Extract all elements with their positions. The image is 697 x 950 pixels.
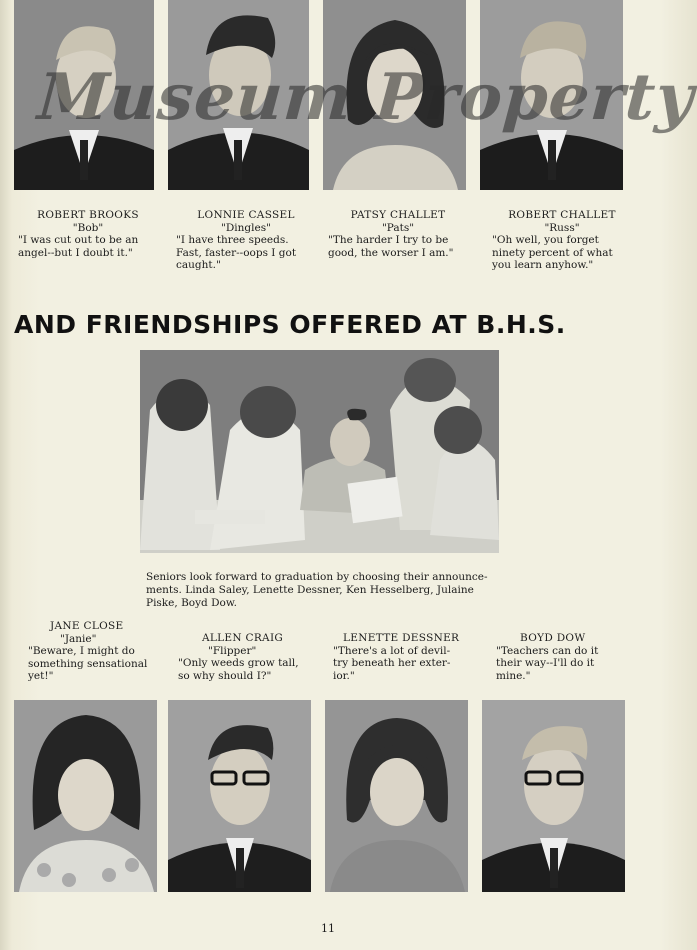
group-photo (140, 350, 499, 553)
caption-robert-challet (492, 209, 632, 272)
student-quote-line: mine." (496, 669, 531, 682)
student-quote-line: you learn anyhow." (492, 259, 594, 271)
student-quote-line: caught." (176, 259, 221, 271)
portrait-jane-close (14, 700, 157, 892)
student-nickname: "Pats" (381, 221, 415, 234)
student-quote-line: "I have three speeds. (176, 234, 289, 246)
student-quote-line: ior." (333, 669, 355, 682)
student-name: LENETTE DESSNER (343, 632, 460, 644)
group-photo-image (140, 350, 499, 553)
watermark: Museum Property (35, 60, 697, 135)
student-name: JANE CLOSE (50, 620, 124, 632)
student-quote-line: "Beware, I might do (28, 645, 135, 657)
portrait-lenette-dessner (325, 700, 468, 892)
student-quote-line: angel--but I doubt it." (18, 246, 133, 259)
caption-patsy-challet (328, 209, 468, 259)
student-quote-line: yet!" (28, 670, 54, 682)
student-name: ROBERT BROOKS (37, 209, 139, 221)
student-nickname: "Bob" (72, 221, 104, 234)
portrait-boyd-dow (482, 700, 625, 892)
student-name: PATSY CHALLET (350, 209, 446, 221)
student-quote-line: so why should I?" (178, 669, 272, 682)
page-number: 11 (321, 922, 335, 935)
student-quote-line: "There's a lot of devil- (333, 644, 451, 657)
student-nickname: "Russ" (544, 221, 580, 234)
student-quote-line: "I was cut out to be an (18, 234, 139, 246)
student-name: BOYD DOW (520, 632, 586, 644)
portrait-boyd-dow-image (482, 700, 625, 892)
section-headline: AND FRIENDSHIPS OFFERED AT B.H.S. (14, 310, 566, 339)
student-quote-line: "Oh well, you forget (492, 234, 599, 246)
caption-robert-brooks (18, 209, 158, 259)
student-nickname: "Flipper" (208, 644, 257, 657)
student-name: LONNIE CASSEL (197, 209, 295, 221)
caption-boyd-dow (496, 632, 636, 682)
student-quote-line: something sensational (28, 657, 148, 670)
student-nickname: "Dingles" (221, 221, 271, 234)
caption-lonnie-cassel (176, 209, 316, 272)
student-quote-line: good, the worser I am." (328, 246, 454, 259)
portrait-jane-close-image (14, 700, 157, 892)
student-name: ROBERT CHALLET (508, 209, 616, 221)
student-nickname: "Janie" (60, 632, 97, 645)
student-quote-line: ninety percent of what (492, 246, 613, 259)
group-photo-caption: Seniors look forward to graduation by choosing their announce-ments. Linda Saley, Lenette Dessner, Ken Hesselberg, Julaine Piske, Boyd Dow. (146, 571, 488, 609)
caption-lenette-dessner (333, 632, 473, 682)
caption-allen-craig (178, 632, 318, 682)
student-quote-line: Fast, faster--oops I got (176, 246, 297, 259)
portrait-allen-craig-image (168, 700, 311, 892)
student-quote-line: "Teachers can do it (496, 644, 599, 657)
student-quote-line: "The harder I try to be (328, 234, 449, 246)
student-quote-line: their way--I'll do it (496, 657, 595, 669)
student-quote-line: "Only weeds grow tall, (178, 657, 299, 669)
student-name: ALLEN CRAIG (202, 632, 284, 644)
caption-jane-close (28, 620, 168, 683)
portrait-lenette-dessner-image (325, 700, 468, 892)
student-quote-line: try beneath her exter- (333, 657, 451, 669)
portrait-allen-craig (168, 700, 311, 892)
